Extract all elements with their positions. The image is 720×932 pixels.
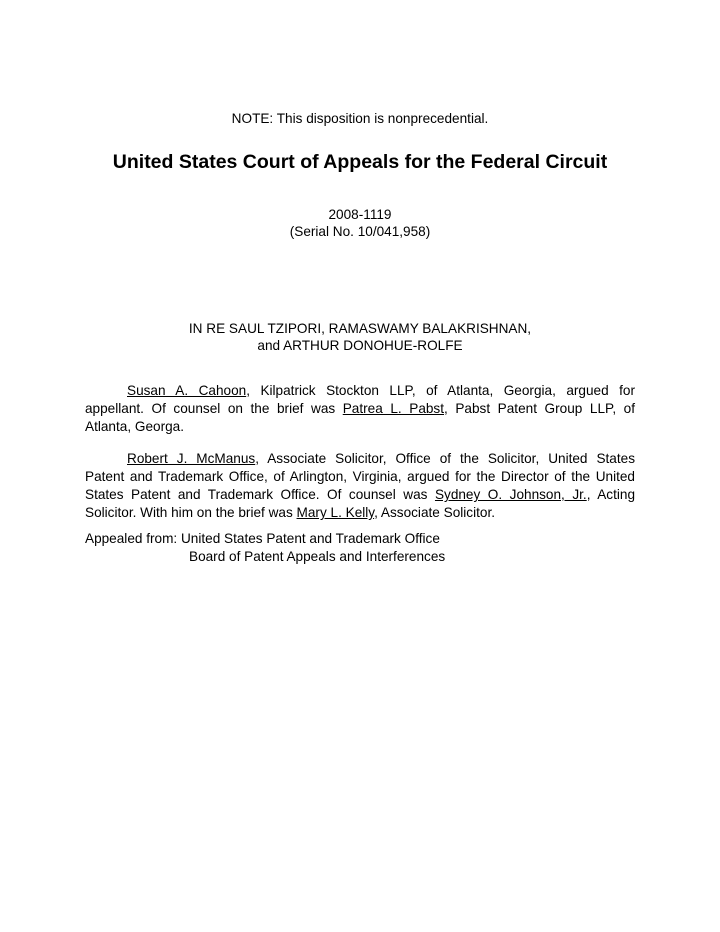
paragraph-line xyxy=(85,468,635,486)
paragraph-line xyxy=(85,400,635,418)
serial-number: (Serial No. 10/041,958) xyxy=(289,224,431,239)
paragraph-text: Patent and Trademark Office, of Arlington, Virginia, argued for the Director of the United xyxy=(85,469,635,484)
counsel-name: Susan A. Cahoon xyxy=(127,383,247,398)
court-title: United States Court of Appeals for the Federal Circuit xyxy=(112,151,608,173)
paragraph-text: , Associate Solicitor. xyxy=(374,505,495,520)
appealed-from-block xyxy=(85,530,635,566)
nonprecedential-note: NOTE: This disposition is nonprecedential. xyxy=(231,111,489,126)
paragraph-text: Solicitor. With him on the brief was xyxy=(85,505,297,520)
appealed-from-board: Board of Patent Appeals and Interferences xyxy=(189,549,446,564)
paragraph-text: , Acting xyxy=(586,487,635,502)
counsel-name: Sydney O. Johnson, Jr. xyxy=(434,487,587,502)
paragraph-line xyxy=(85,418,635,436)
case-number: 2008-1119 xyxy=(328,207,392,222)
paragraph-text: , Pabst Patent Group LLP, of xyxy=(444,401,635,416)
paragraph-text: appellant. Of counsel on the brief was xyxy=(85,401,343,416)
paragraph-line xyxy=(85,450,635,468)
appellant-counsel-paragraph xyxy=(85,382,635,436)
appealed-from-label: Appealed from: United States Patent and Trademark Office xyxy=(85,531,440,546)
paragraph-text: Atlanta, Georga. xyxy=(85,419,184,434)
case-caption-line-2: and ARTHUR DONOHUE-ROLFE xyxy=(257,338,463,353)
paragraph-text: , Associate Solicitor, Office of the Solicitor, United States xyxy=(255,451,635,466)
paragraph-text: States Patent and Trademark Office. Of counsel was xyxy=(85,487,435,502)
counsel-name: Robert J. McManus xyxy=(127,451,256,466)
appellee-counsel-paragraph xyxy=(85,450,635,522)
paragraph-text: , Kilpatrick Stockton LLP, of Atlanta, Georgia, argued for xyxy=(246,383,635,398)
paragraph-line xyxy=(85,382,635,400)
paragraph-line xyxy=(85,486,635,504)
case-caption-line-1: IN RE SAUL TZIPORI, RAMASWAMY BALAKRISHNAN, xyxy=(188,321,532,336)
counsel-name: Mary L. Kelly xyxy=(296,505,375,520)
counsel-name: Patrea L. Pabst xyxy=(342,401,445,416)
paragraph-line xyxy=(85,504,635,522)
